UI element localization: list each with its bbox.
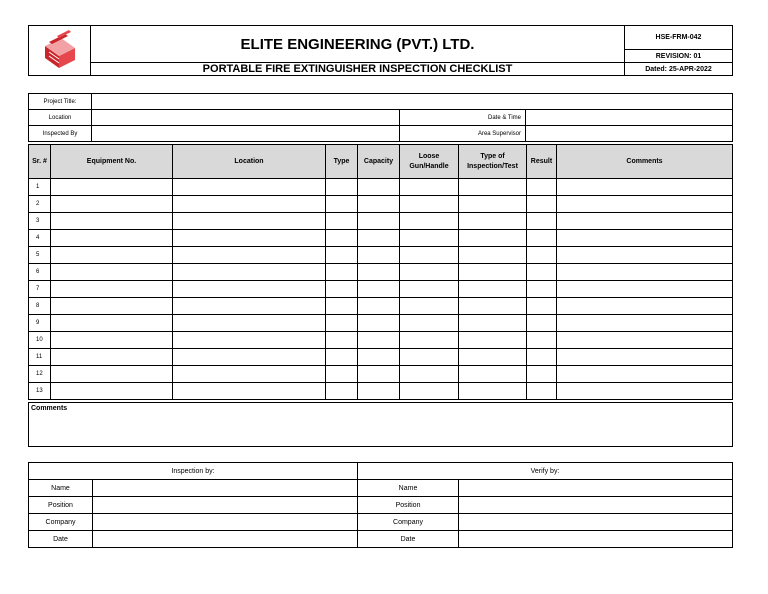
date-time-field[interactable] (526, 110, 733, 126)
signoff-label: Name (29, 480, 93, 497)
table-cell[interactable] (557, 196, 733, 213)
table-cell[interactable] (557, 298, 733, 315)
table-cell[interactable] (527, 332, 557, 349)
column-header: Loose Gun/Handle (400, 145, 459, 179)
table-cell[interactable] (527, 281, 557, 298)
table-cell[interactable] (557, 349, 733, 366)
signoff-label: Company (29, 514, 93, 531)
dated: Dated: 25-APR-2022 (625, 63, 733, 76)
table-cell[interactable] (51, 179, 173, 196)
table-row (29, 315, 733, 332)
table-row (29, 349, 733, 366)
table-cell[interactable] (459, 298, 527, 315)
table-cell[interactable] (173, 366, 326, 383)
table-cell[interactable] (358, 213, 400, 230)
table-cell[interactable] (326, 383, 358, 400)
table-cell[interactable] (557, 213, 733, 230)
signoff-row (29, 480, 733, 497)
table-cell[interactable] (358, 179, 400, 196)
logo-icon (35, 26, 85, 70)
signoff-label: Name (358, 480, 459, 497)
project-info (28, 93, 733, 142)
table-cell[interactable] (400, 264, 459, 281)
revision: REVISION: 01 (625, 50, 733, 63)
table-cell[interactable] (557, 264, 733, 281)
table-cell[interactable] (459, 349, 527, 366)
table-cell[interactable] (173, 264, 326, 281)
table-cell[interactable] (527, 247, 557, 264)
table-cell[interactable] (51, 230, 173, 247)
table-cell[interactable] (459, 230, 527, 247)
table-row (29, 298, 733, 315)
table-row (29, 230, 733, 247)
table-cell[interactable] (400, 349, 459, 366)
column-header: Comments (557, 145, 733, 179)
table-row (29, 213, 733, 230)
row-number: 13 (29, 383, 51, 400)
signoff-label: Date (29, 531, 93, 548)
table-cell[interactable] (400, 281, 459, 298)
table-cell[interactable] (173, 315, 326, 332)
table-cell[interactable] (358, 366, 400, 383)
table-cell[interactable] (557, 230, 733, 247)
table-cell[interactable] (358, 298, 400, 315)
inspected-by-label: Inspected By (29, 126, 92, 142)
table-cell[interactable] (557, 315, 733, 332)
table-cell[interactable] (358, 196, 400, 213)
signoff-field[interactable] (93, 531, 358, 548)
table-cell[interactable] (459, 213, 527, 230)
table-cell[interactable] (557, 383, 733, 400)
inspection-by-heading: Inspection by: (29, 463, 358, 480)
signoff-field[interactable] (93, 480, 358, 497)
table-cell[interactable] (527, 179, 557, 196)
column-header: Sr. # (29, 145, 51, 179)
table-cell[interactable] (459, 179, 527, 196)
table-cell[interactable] (173, 383, 326, 400)
table-cell[interactable] (173, 332, 326, 349)
row-number: 7 (29, 281, 51, 298)
table-cell[interactable] (51, 298, 173, 315)
verify-by-heading: Verify by: (358, 463, 733, 480)
project-title-label: Project Title: (29, 94, 92, 110)
signoff-row (29, 497, 733, 514)
inspected-by-field[interactable] (92, 126, 400, 142)
area-supervisor-field[interactable] (526, 126, 733, 142)
column-header: Type of Inspection/Test (459, 145, 527, 179)
table-cell[interactable] (527, 230, 557, 247)
table-cell[interactable] (326, 179, 358, 196)
table-cell[interactable] (459, 315, 527, 332)
table-cell[interactable] (527, 213, 557, 230)
table-cell[interactable] (459, 383, 527, 400)
table-cell[interactable] (557, 332, 733, 349)
area-supervisor-label: Area Supervisor (400, 126, 526, 142)
table-cell[interactable] (400, 196, 459, 213)
table-cell[interactable] (51, 383, 173, 400)
table-cell[interactable] (326, 315, 358, 332)
table-cell[interactable] (51, 247, 173, 264)
table-cell[interactable] (326, 247, 358, 264)
column-header: Equipment No. (51, 145, 173, 179)
comments-box[interactable] (28, 402, 733, 447)
table-cell[interactable] (400, 315, 459, 332)
table-cell[interactable] (51, 281, 173, 298)
form-code: HSE-FRM-042 (625, 26, 733, 50)
table-cell[interactable] (400, 179, 459, 196)
row-number: 4 (29, 230, 51, 247)
table-row (29, 247, 733, 264)
table-row (29, 196, 733, 213)
table-cell[interactable] (358, 264, 400, 281)
table-cell[interactable] (51, 196, 173, 213)
table-cell[interactable] (527, 315, 557, 332)
signoff-label: Company (358, 514, 459, 531)
signoff-field[interactable] (459, 497, 733, 514)
table-cell[interactable] (358, 332, 400, 349)
table-cell[interactable] (358, 230, 400, 247)
table-cell[interactable] (326, 264, 358, 281)
table-cell[interactable] (400, 247, 459, 264)
signoff-field[interactable] (93, 497, 358, 514)
table-cell[interactable] (400, 213, 459, 230)
table-row (29, 366, 733, 383)
table-cell[interactable] (527, 298, 557, 315)
signoff-label: Position (358, 497, 459, 514)
table-cell[interactable] (51, 349, 173, 366)
company-logo (29, 26, 91, 76)
signoff-label: Date (358, 531, 459, 548)
table-cell[interactable] (173, 349, 326, 366)
table-cell[interactable] (326, 366, 358, 383)
table-cell[interactable] (459, 366, 527, 383)
row-number: 11 (29, 349, 51, 366)
inspection-table (28, 144, 733, 400)
table-row (29, 179, 733, 196)
table-cell[interactable] (400, 230, 459, 247)
comments-label: Comments (31, 405, 68, 412)
table-cell[interactable] (527, 366, 557, 383)
signoff-label: Position (29, 497, 93, 514)
table-cell[interactable] (326, 298, 358, 315)
table-cell[interactable] (459, 196, 527, 213)
table-cell[interactable] (400, 332, 459, 349)
table-cell[interactable] (173, 230, 326, 247)
form-title: PORTABLE FIRE EXTINGUISHER INSPECTION CHECKLIST (91, 63, 625, 76)
column-header: Capacity (358, 145, 400, 179)
table-cell[interactable] (173, 247, 326, 264)
table-cell[interactable] (459, 281, 527, 298)
table-cell[interactable] (173, 179, 326, 196)
table-cell[interactable] (400, 366, 459, 383)
location-label: Location (29, 110, 92, 126)
table-cell[interactable] (326, 349, 358, 366)
table-cell[interactable] (173, 196, 326, 213)
column-header: Result (527, 145, 557, 179)
signoff-row (29, 514, 733, 531)
table-cell[interactable] (326, 196, 358, 213)
table-cell[interactable] (557, 281, 733, 298)
row-number: 8 (29, 298, 51, 315)
table-cell[interactable] (51, 213, 173, 230)
table-cell[interactable] (326, 281, 358, 298)
table-cell[interactable] (358, 349, 400, 366)
table-row (29, 264, 733, 281)
table-cell[interactable] (326, 230, 358, 247)
date-time-label: Date & Time (400, 110, 526, 126)
table-cell[interactable] (557, 366, 733, 383)
table-cell[interactable] (51, 332, 173, 349)
table-cell[interactable] (400, 383, 459, 400)
project-title-field[interactable] (92, 94, 733, 110)
table-cell[interactable] (358, 315, 400, 332)
table-cell[interactable] (326, 332, 358, 349)
table-cell[interactable] (173, 213, 326, 230)
row-number: 5 (29, 247, 51, 264)
table-cell[interactable] (400, 298, 459, 315)
table-cell[interactable] (173, 298, 326, 315)
table-cell[interactable] (527, 264, 557, 281)
company-name: ELITE ENGINEERING (PVT.) LTD. (91, 26, 625, 63)
table-cell[interactable] (459, 264, 527, 281)
table-row (29, 281, 733, 298)
row-number: 10 (29, 332, 51, 349)
table-cell[interactable] (527, 196, 557, 213)
table-cell[interactable] (358, 247, 400, 264)
table-cell[interactable] (557, 247, 733, 264)
signoff-field[interactable] (459, 514, 733, 531)
table-cell[interactable] (358, 383, 400, 400)
signoff-row (29, 531, 733, 548)
signoff-field[interactable] (459, 480, 733, 497)
table-row (29, 383, 733, 400)
table-cell[interactable] (173, 281, 326, 298)
table-cell[interactable] (51, 264, 173, 281)
row-number: 1 (29, 179, 51, 196)
row-number: 2 (29, 196, 51, 213)
table-cell[interactable] (358, 281, 400, 298)
table-cell[interactable] (527, 349, 557, 366)
row-number: 9 (29, 315, 51, 332)
row-number: 3 (29, 213, 51, 230)
table-cell[interactable] (527, 383, 557, 400)
column-header: Type (326, 145, 358, 179)
table-cell[interactable] (51, 366, 173, 383)
signoff-table (28, 462, 733, 548)
location-field[interactable] (92, 110, 400, 126)
form-header (28, 25, 733, 76)
row-number: 6 (29, 264, 51, 281)
table-cell[interactable] (51, 315, 173, 332)
table-cell[interactable] (326, 213, 358, 230)
signoff-field[interactable] (459, 531, 733, 548)
table-cell[interactable] (459, 332, 527, 349)
table-cell[interactable] (557, 179, 733, 196)
table-cell[interactable] (459, 247, 527, 264)
column-header: Location (173, 145, 326, 179)
signoff-field[interactable] (93, 514, 358, 531)
table-row (29, 332, 733, 349)
row-number: 12 (29, 366, 51, 383)
